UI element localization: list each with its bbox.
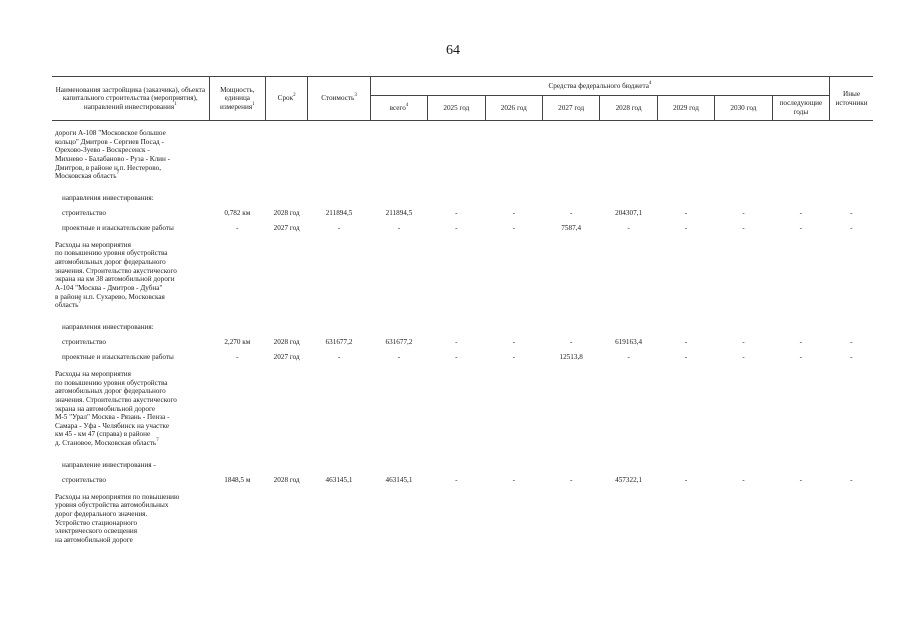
table-cell: - [455, 353, 458, 362]
footnote-mark: 7 [156, 438, 159, 444]
object-description [52, 121, 209, 186]
object-description [52, 233, 209, 315]
description-line: д. Становое, Московская область [55, 439, 157, 448]
investment-direction-row [52, 453, 873, 470]
table-cell: 211894,5 [325, 209, 353, 218]
object-description [52, 485, 209, 550]
empty-cell [209, 186, 873, 203]
description-line: Московская область [55, 172, 117, 181]
header-power: Мощность, единица измерения$^1$ [209, 77, 265, 121]
table-cell: 2027 год [273, 224, 300, 233]
table-header [52, 77, 873, 121]
table-cell: 2028 год [273, 338, 300, 347]
table-cell: 12513,8 [559, 353, 583, 362]
table-cell: 463145,1 [385, 476, 413, 485]
table-cell: - [455, 338, 458, 347]
empty-cell [209, 315, 873, 332]
header-name: Наименования застройщика (заказчика), объекта капитального строительства (мероприятия), направлений инвестирования$^1$ [52, 77, 209, 121]
description-line: М-5 "Урал" Москва - Рязань - Пенза - [55, 413, 170, 422]
description-line: по повышению уровня обустройства [55, 249, 168, 258]
description-line: автомобильных дорог федерального [55, 387, 166, 396]
investment-direction-label: направления инвестирования: [62, 323, 154, 332]
table-cell: - [455, 476, 458, 485]
table-cell: - [512, 338, 515, 347]
direction-name: проектные и изыскательские работы [62, 353, 174, 362]
table-cell: - [850, 476, 853, 485]
description-line: дороги А-108 "Московское большое [55, 129, 166, 137]
table-cell: - [397, 224, 401, 233]
table-cell: - [850, 338, 853, 347]
table-cell: - [742, 209, 745, 218]
investment-table [52, 76, 873, 550]
investment-direction-row [52, 315, 873, 332]
table-cell: - [627, 224, 630, 233]
table-cell: - [684, 209, 688, 218]
table-cell: - [742, 353, 745, 362]
empty-cell [209, 233, 873, 315]
table-cell: - [850, 224, 853, 233]
table-cell: - [512, 224, 515, 233]
table-cell: 463145,1 [325, 476, 353, 485]
table-cell: - [512, 209, 515, 218]
table-cell: - [799, 338, 803, 347]
table-cell: 2027 год [273, 353, 300, 362]
table-row [52, 203, 873, 218]
footnote-mark: 7 [78, 300, 81, 306]
table-cell: 619163,4 [615, 338, 643, 347]
description-line: А-104 "Москва - Дмитров - Дубна" [55, 284, 163, 293]
empty-cell [209, 362, 873, 453]
header-later-years: последующие годы [772, 96, 830, 121]
table-body [52, 121, 873, 550]
header-term: Срок$^2$ [266, 77, 308, 121]
direction-name: проектные и изыскательские работы [62, 224, 174, 233]
object-description-row [52, 362, 873, 453]
table-cell: 204307,1 [615, 209, 643, 218]
direction-name: строительство [62, 476, 106, 485]
footnote-mark: 7 [116, 171, 120, 177]
object-description-row [52, 121, 873, 186]
table-cell: 631677,2 [385, 338, 413, 347]
table-cell: - [850, 209, 853, 218]
description-line: Устройство стационарного [55, 518, 138, 527]
description-line: Дмитров, в районе н.п. Нестерово, [55, 163, 162, 172]
table-cell: - [455, 209, 458, 218]
table-cell: - [684, 224, 688, 233]
description-line: область [55, 301, 79, 310]
description-line: дорог федерального значения. [55, 510, 148, 519]
header-2029: 2029 год [657, 96, 714, 121]
table-cell: - [512, 353, 515, 362]
table-row [52, 470, 873, 485]
table-cell: 211894,5 [385, 209, 413, 218]
description-line: уровня обустройства автомобильных [55, 501, 169, 510]
header-total: всего$^4$ [370, 96, 427, 121]
table-cell: 457322,1 [615, 476, 643, 485]
description-line: электрического освещения [55, 527, 138, 536]
direction-name: строительство [62, 338, 106, 347]
description-line: в районе н.п. Сухарево, Московская [55, 292, 165, 301]
table-cell: 2028 год [273, 476, 300, 485]
object-description-row [52, 485, 873, 550]
description-line: Орехово-Зуево - Воскресенск - [55, 146, 150, 155]
table-cell: 2,270 км [224, 338, 251, 347]
header-2025: 2025 год [428, 96, 485, 121]
empty-cell [209, 121, 873, 186]
description-line: Расходы на мероприятия [55, 240, 131, 249]
table-row [52, 218, 873, 233]
table-cell: - [799, 353, 803, 362]
header-2028: 2028 год [600, 96, 657, 121]
header-other-sources: Иные источники [830, 77, 873, 121]
table-cell: - [684, 476, 688, 485]
table-cell: - [742, 338, 745, 347]
table-row [52, 332, 873, 347]
description-line: Расходы на мероприятия по повышению [55, 492, 180, 501]
table-cell: 2028 год [273, 209, 300, 218]
description-line: на автомобильной дороге [55, 535, 133, 544]
table-cell: - [236, 353, 239, 362]
direction-name: строительство [62, 209, 106, 218]
header-2030: 2030 год [715, 96, 772, 121]
table-cell: 1848,5 м [224, 476, 251, 485]
description-line: автомобильных дорог федерального [55, 258, 166, 267]
investment-direction-label: направления инвестирования: [62, 194, 154, 203]
description-line: экрана на автомобильной дороге [55, 404, 156, 413]
table-cell: - [799, 224, 803, 233]
table-cell: 7587,4 [561, 224, 582, 233]
empty-cell [209, 453, 873, 470]
table-cell: - [512, 476, 515, 485]
table-cell: - [684, 353, 688, 362]
table-cell: 0,782 км [224, 209, 251, 218]
table-row [52, 347, 873, 362]
description-line: Самара - Уфа - Челябинск на участке [55, 421, 170, 430]
header-federal-budget: Средства федерального бюджета$^4$ [370, 77, 829, 96]
description-line: значения. Строительство акустического [55, 266, 177, 275]
table-cell: - [799, 209, 803, 218]
table-cell: - [627, 353, 630, 362]
table-cell: - [569, 338, 573, 347]
table-cell: - [850, 353, 853, 362]
table-cell: - [397, 353, 401, 362]
table-cell: - [742, 224, 745, 233]
table-cell: - [569, 476, 573, 485]
description-line: Михнево - Балабаново - Руза - Клин - [55, 154, 171, 163]
description-line: значения. Строительство акустического [55, 395, 177, 404]
table-cell: - [799, 476, 803, 485]
description-line: кольцо" Дмитров - Сергиев Посад - [55, 137, 164, 146]
table-cell: - [684, 338, 688, 347]
investment-direction-label: направление инвестирования - [62, 461, 156, 470]
table-cell: - [455, 224, 458, 233]
table-cell: - [742, 476, 745, 485]
description-line: км 45 - км 47 (справа) в районе [55, 430, 151, 439]
table-cell: 631677,2 [325, 338, 353, 347]
table-cell: - [337, 353, 341, 362]
table-cell: - [337, 224, 341, 233]
description-line: экрана на км 38 автомобильной дороги [55, 275, 175, 284]
header-cost: Стоимость$^3$ [308, 77, 370, 121]
header-2027: 2027 год [542, 96, 599, 121]
empty-cell [209, 485, 873, 550]
table-cell: - [236, 224, 239, 233]
page-number: 64 [446, 43, 460, 58]
investment-direction-row [52, 186, 873, 203]
object-description-row [52, 233, 873, 315]
description-line: по повышению уровня обустройства [55, 378, 168, 387]
object-description [52, 362, 209, 453]
table-cell: - [569, 209, 573, 218]
description-line: Расходы на мероприятия [55, 369, 131, 378]
header-2026: 2026 год [485, 96, 542, 121]
